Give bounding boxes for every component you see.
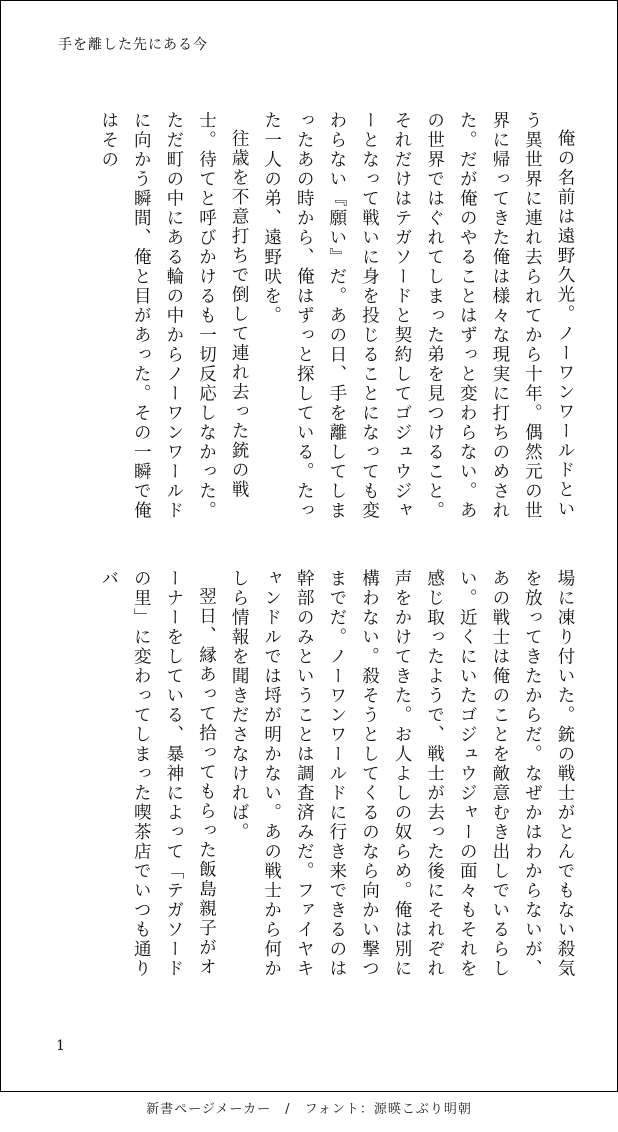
footer-font-credit: フォント：源暎こぶり明朝 (304, 1102, 472, 1117)
footer-credit (0, 1100, 618, 1120)
page-number: 1 (56, 1038, 65, 1054)
paragraph: 翌日、縁あって拾ってもらった飯島親子がオーナーをしている、暴神によって「テガソードの里」に変わってしまった喫茶店でいつも通りバ (98, 569, 217, 979)
paragraph: 俺の名前は遠野久光。ノーワンワールドという異世界に連れ去られてから十年。偶然元の世界に帰ってきた俺は様々な現実に打ちのめされた。だが俺のやることはずっと変わらない。あの世界ではぐれてしまった弟を見つけること。それだけはテガソードと契約してゴジュウジャーとなって戦いに身を投じることになっても変わらない『願い』だ。あの日、手を離してしまったあの時から、俺はずっと探している。たった一人の弟、遠野吠を。 (261, 111, 575, 521)
footer-app-name: 新書ページメーカー (146, 1102, 272, 1117)
paragraph-continuation: 場に凍り付いた。銃の戦士がとんでもない殺気を放ってきたからだ。なぜかはわからないが、あの戦士は俺のことを敵意むき出しでいるらしい。近くにいたゴジュウジャーの面々もそれを感じ取ったようで、戦士が去った後にそれぞれ声をかけてきた。お人よしの奴らめ。俺は別に構わない。殺そうとしてくるのなら向かい撃つまでだ。ノーワンワールドに行き来できるのは幹部のみということは調査済みだ。ファイヤキャンドルでは埒が明かない。あの戦士から何かしら情報を聞きださなければ。 (229, 569, 575, 979)
running-head: 手を離した先にある今 (58, 37, 208, 53)
upper-text-block (92, 111, 581, 531)
paragraph: 往歳を不意打ちで倒して連れ去った銃の戦士。待てと呼びかけるも一切反応しなかった。ただ町の中にある輪の中からノーワンワールドに向かう瞬間、俺と目があった。その一瞬で俺はその (98, 111, 250, 521)
footer-separator: / (285, 1102, 291, 1117)
lower-text-block (92, 569, 581, 989)
body-text (41, 111, 581, 1041)
